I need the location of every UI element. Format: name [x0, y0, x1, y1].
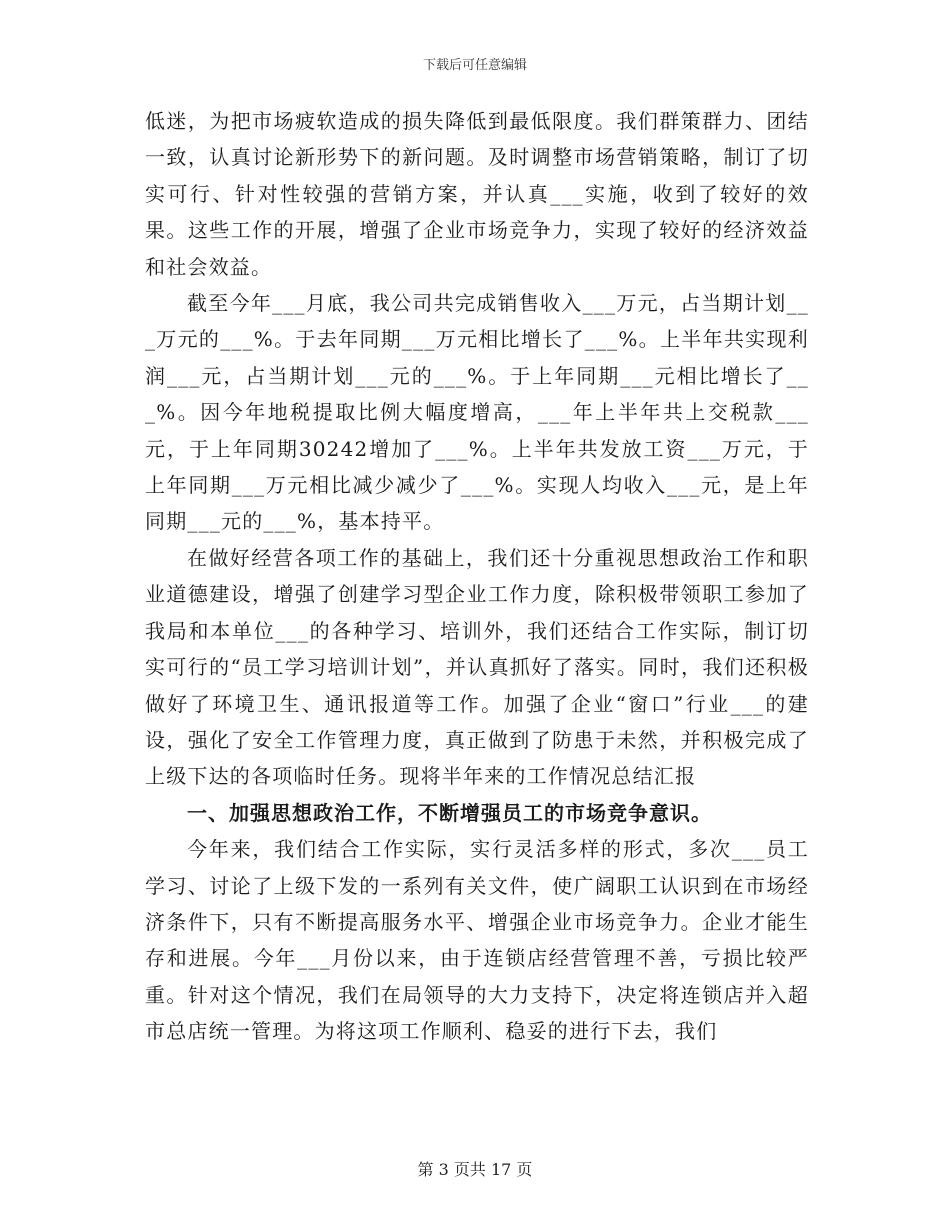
page-header: 下载后可任意编辑 — [422, 58, 527, 73]
paragraph-section-body: 今年来，我们结合工作实际，实行灵活多样的形式，多次___员工学习、讨论了上级下发的一系列有关文件，使广阔职工认识到在市场经济条件下，只有不断提高服务水平、增强企业市场竞争力。企业才能生存和进展。今年___月份以来，由于连锁店经营管理不善，亏损比较严重。针对这个情况，我们在局领导的大力支持下，决定将连锁店并入超市总店统一管理。为将这项工作顺利、稳妥的进行下去，我们 — [145, 837, 809, 1044]
paragraph-continuation: 低迷，为把市场疲软造成的损失降低到最低限度。我们群策群力、团结一致，认真讨论新形势下的新问题。及时调整市场营销策略，制订了切实可行、针对性较强的营销方案，并认真___实施，收到了较好的效果。这些工作的开展，增强了企业市场竞争力，实现了较好的经济效益和社会效益。 — [145, 109, 809, 279]
document-body — [145, 103, 809, 1050]
paragraph-ideological-work: 在做好经营各项工作的基础上，我们还十分重视思想政治工作和职业道德建设，增强了创建学习型企业工作力度，除积极带领职工参加了我局和本单位___的各种学习、培训外，我们还结合工作实际，制订切实可行的“员工学习培训计划”，并认真抓好了落实。同时，我们还积极做好了环境卫生、通讯报道等工作。加强了企业“窗口”行业___的建设，强化了安全工作管理力度，真正做到了防患于未然，并积极完成了上级下达的各项临时任务。现将半年来的工作情况总结汇报 — [145, 545, 809, 789]
section-heading: 一、加强思想政治工作，不断增强员工的市场竞争意识。 — [187, 800, 712, 825]
page-number: 第 3 页共 17 页 — [417, 1160, 533, 1179]
paragraph-sales-figures: 截至今年___月底，我公司共完成销售收入___万元，占当期计划___万元的___%。于去年同期___万元相比增长了___%。上半年共实现利润___元，占当期计划___元的___%。于上年同期___元相比增长了___%。因今年地税提取比例大幅度增高，___年上半年共上交税款___元，于上年同期30242增加了___%。上半年共发放工资___万元，于上年同期___万元相比减少减少了___%。实现人均收入___元，是上年同期___元的___%，基本持平。 — [145, 291, 809, 534]
